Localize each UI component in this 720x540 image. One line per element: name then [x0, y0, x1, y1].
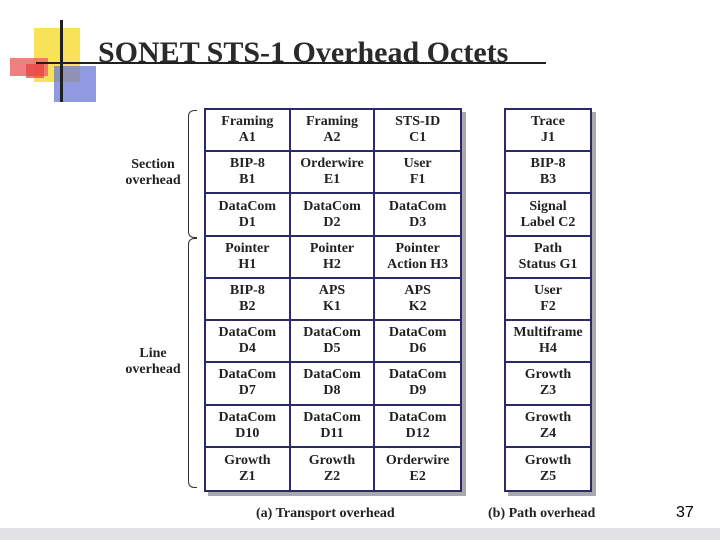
cell-byte-id: D7 [238, 383, 256, 399]
path-overhead-cell [506, 237, 590, 279]
cell-field-name: STS-ID [395, 114, 441, 130]
transport-overhead-cell [206, 448, 291, 490]
logo-vertical-line [60, 20, 63, 102]
slide-title: SONET STS-1 Overhead Octets [98, 36, 509, 69]
cell-byte-id: C1 [409, 130, 427, 146]
cell-field-name: DataCom [218, 409, 277, 425]
transport-overhead-cell [291, 279, 376, 321]
section-overhead-label-line2: overhead [125, 173, 181, 188]
cell-byte-id: Z3 [539, 383, 557, 399]
transport-overhead-cell [291, 406, 376, 448]
logo-red-accent [26, 64, 44, 78]
path-overhead-cell [506, 448, 590, 490]
path-overhead-cell [506, 194, 590, 236]
cell-field-name: APS [318, 282, 346, 298]
cell-field-name: Signal [529, 198, 567, 214]
transport-overhead-caption: (a) Transport overhead [256, 506, 395, 521]
cell-field-name: Growth [524, 367, 572, 383]
path-overhead-table [504, 108, 592, 492]
line-overhead-label-line2: overhead [125, 362, 181, 377]
cell-byte-id: D1 [238, 214, 256, 230]
cell-byte-id: F2 [540, 298, 556, 314]
cell-field-name: Growth [224, 452, 271, 468]
cell-byte-id: B3 [539, 172, 557, 188]
path-overhead-cell [506, 321, 590, 363]
cell-byte-id: D5 [323, 341, 341, 357]
line-overhead-label-line1: Line [139, 346, 167, 361]
transport-overhead-cell [375, 406, 460, 448]
cell-byte-id: H4 [539, 341, 557, 357]
cell-field-name: Path [534, 240, 562, 256]
transport-overhead-cell [375, 194, 460, 236]
transport-overhead-cell [206, 152, 291, 194]
cell-field-name: DataCom [303, 367, 361, 383]
cell-field-name: BIP-8 [229, 282, 265, 298]
cell-field-name: Orderwire [385, 452, 450, 468]
transport-overhead-cell [375, 363, 460, 405]
cell-field-name: BIP-8 [530, 156, 566, 172]
cell-byte-id: Z4 [539, 425, 557, 441]
footer-bar [0, 528, 720, 540]
cell-byte-id: A1 [238, 130, 256, 146]
cell-field-name: User [403, 156, 432, 172]
cell-field-name: DataCom [218, 198, 277, 214]
transport-overhead-cell [291, 237, 376, 279]
cell-field-name: Pointer [395, 240, 440, 256]
cell-field-name: DataCom [303, 198, 361, 214]
path-overhead-cell [506, 110, 590, 152]
cell-byte-id: D9 [409, 383, 427, 399]
path-overhead-cell [506, 363, 590, 405]
section-overhead-brace [188, 110, 197, 238]
cell-byte-id: J1 [541, 130, 555, 146]
cell-field-name: Multiframe [513, 325, 583, 341]
transport-overhead-cell [375, 448, 460, 490]
path-overhead-cell [506, 279, 590, 321]
cell-byte-id: D3 [409, 214, 427, 230]
cell-field-name: DataCom [388, 409, 447, 425]
transport-overhead-cell [375, 237, 460, 279]
transport-overhead-cell [291, 321, 376, 363]
transport-overhead-cell [206, 194, 291, 236]
cell-byte-id: Action H3 [387, 256, 449, 272]
cell-byte-id: D4 [238, 341, 256, 357]
path-overhead-cell [506, 152, 590, 194]
cell-field-name: DataCom [218, 367, 277, 383]
cell-byte-id: E1 [323, 172, 341, 188]
transport-overhead-table [204, 108, 462, 492]
section-overhead-label-line1: Section [131, 157, 175, 172]
cell-byte-id: H2 [323, 256, 341, 272]
transport-overhead-cell [206, 237, 291, 279]
cell-field-name: Framing [305, 114, 359, 130]
cell-field-name: BIP-8 [229, 156, 265, 172]
path-overhead-caption: (b) Path overhead [488, 506, 596, 521]
transport-overhead-cell [375, 279, 460, 321]
line-overhead-brace [188, 238, 197, 488]
cell-field-name: DataCom [303, 325, 361, 341]
cell-field-name: APS [404, 282, 431, 298]
cell-field-name: DataCom [218, 325, 277, 341]
cell-field-name: Growth [308, 452, 356, 468]
cell-byte-id: K1 [323, 298, 341, 314]
cell-field-name: Orderwire [300, 156, 364, 172]
cell-field-name: Growth [524, 409, 572, 425]
transport-overhead-cell [291, 194, 376, 236]
transport-overhead-cell [291, 110, 376, 152]
transport-overhead-cell [206, 363, 291, 405]
page-number: 37 [676, 504, 694, 521]
cell-byte-id: H1 [238, 256, 257, 272]
cell-field-name: Growth [524, 452, 572, 468]
cell-field-name: Pointer [309, 240, 355, 256]
section-overhead-label [118, 157, 188, 189]
cell-byte-id: Z1 [239, 468, 256, 484]
cell-field-name: User [534, 282, 562, 298]
cell-byte-id: Z5 [539, 468, 557, 484]
transport-overhead-cell [375, 321, 460, 363]
cell-byte-id: D2 [323, 214, 341, 230]
transport-overhead-cell [291, 448, 376, 490]
cell-field-name: Pointer [225, 240, 270, 256]
cell-byte-id: A2 [323, 130, 341, 146]
cell-byte-id: K2 [408, 298, 427, 314]
cell-field-name: DataCom [388, 198, 447, 214]
transport-overhead-cell [375, 152, 460, 194]
cell-byte-id: E2 [409, 468, 426, 484]
cell-field-name: DataCom [388, 367, 447, 383]
transport-overhead-cell [291, 363, 376, 405]
path-overhead-cell [506, 406, 590, 448]
cell-byte-id: D11 [320, 425, 344, 441]
cell-field-name: Framing [221, 114, 274, 130]
cell-byte-id: F1 [409, 172, 426, 188]
cell-field-name: DataCom [388, 325, 447, 341]
transport-overhead-cell [291, 152, 376, 194]
cell-byte-id: Status G1 [518, 256, 578, 272]
cell-byte-id: Z2 [323, 468, 341, 484]
cell-byte-id: D12 [405, 425, 430, 441]
cell-field-name: DataCom [303, 409, 361, 425]
cell-byte-id: D10 [235, 425, 260, 441]
cell-byte-id: Label C2 [520, 214, 576, 230]
cell-field-name: Trace [531, 114, 565, 130]
cell-byte-id: D8 [323, 383, 341, 399]
cell-byte-id: D6 [409, 341, 427, 357]
transport-overhead-cell [206, 321, 291, 363]
line-overhead-label [118, 346, 188, 378]
transport-overhead-cell [206, 110, 291, 152]
cell-byte-id: B1 [239, 172, 256, 188]
cell-byte-id: B2 [239, 298, 256, 314]
transport-overhead-cell [206, 406, 291, 448]
transport-overhead-cell [375, 110, 460, 152]
transport-overhead-cell [206, 279, 291, 321]
